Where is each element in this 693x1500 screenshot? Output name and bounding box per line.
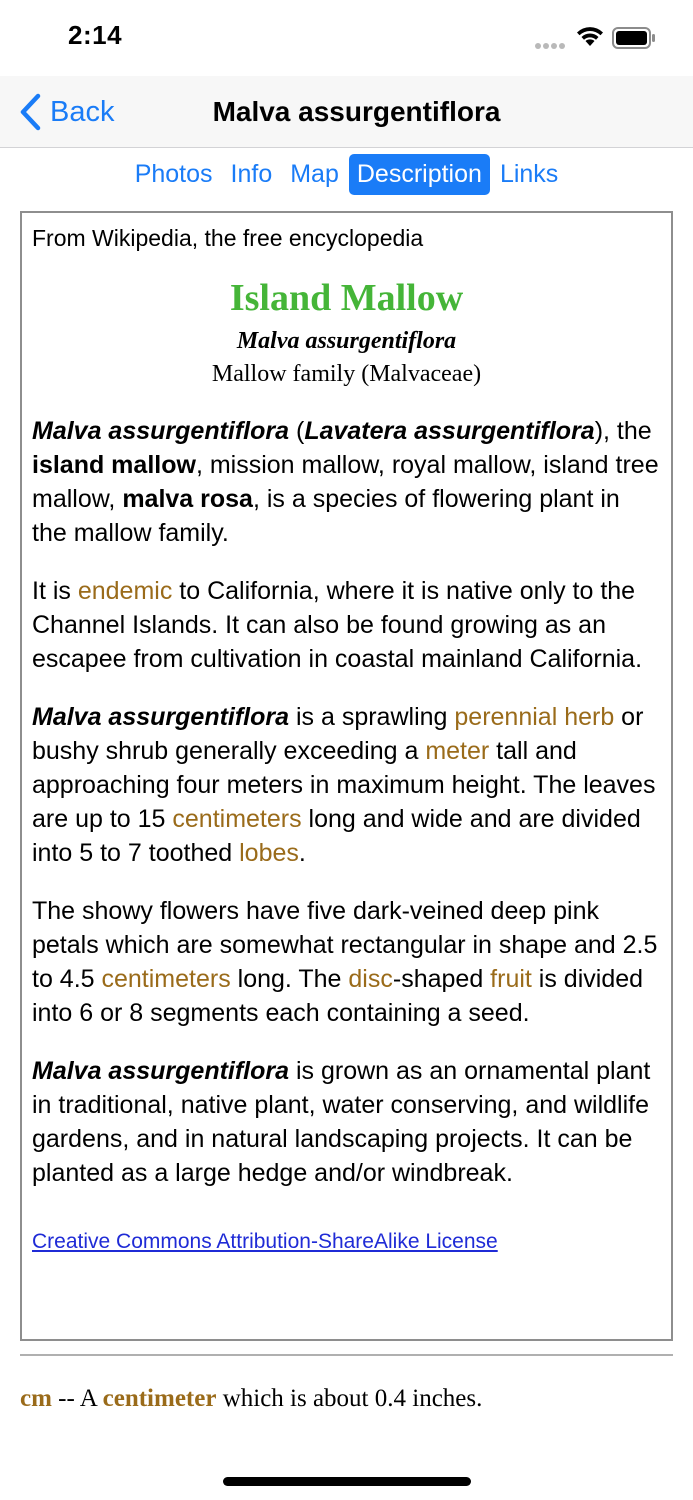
home-indicator[interactable]	[223, 1477, 471, 1486]
bold-term: malva rosa	[122, 484, 253, 513]
synonym-bold: Lavatera assurgentiflora	[304, 416, 595, 445]
link-disc[interactable]: disc	[348, 964, 393, 993]
status-bar	[0, 0, 693, 76]
paragraph-flowers	[32, 894, 661, 1030]
text: The showy flowers have five dark-veined deep pink petals which are somewhat rectangular in shape and 2.5 to 4.5	[32, 896, 658, 993]
text: or bushy shrub generally exceeding a	[32, 702, 644, 765]
glossary-separator: -- A	[51, 1385, 103, 1412]
link-fruit[interactable]: fruit	[490, 964, 532, 993]
description-content[interactable]	[20, 211, 673, 1341]
link-endemic[interactable]: endemic	[77, 576, 173, 605]
tab-links[interactable]: Links	[499, 159, 559, 188]
bold-term: island mallow	[32, 450, 196, 479]
scientific-name-bold: Malva assurgentiflora	[32, 416, 290, 445]
text: It is	[32, 576, 78, 605]
text: ), the	[594, 416, 652, 445]
glossary-entry	[20, 1385, 673, 1413]
link-lobes[interactable]: lobes	[239, 838, 299, 867]
text: long. The	[230, 964, 349, 993]
text: to California, where it is native only to the Channel Islands. It can also be found growing as an escapee from cultivation in coastal mainland California.	[32, 576, 643, 673]
text: is divided into 6 or 8 segments each containing a seed.	[32, 964, 644, 1027]
tab-map[interactable]: Map	[290, 159, 339, 188]
cellular-signal-icon	[535, 36, 567, 44]
scientific-name-bold: Malva assurgentiflora	[32, 1056, 290, 1085]
family-name: Mallow family (Malvaceae)	[211, 360, 482, 387]
wifi-icon	[575, 24, 605, 48]
paragraph-cultivation	[32, 1054, 661, 1190]
link-perennial-herb[interactable]: perennial herb	[454, 702, 615, 731]
glossary-term: centimeter	[102, 1385, 217, 1412]
battery-icon	[612, 27, 656, 49]
glossary-abbreviation: cm	[20, 1385, 52, 1412]
scientific-name: Malva assurgentiflora	[236, 327, 457, 354]
text: long and wide and are divided into 5 to 7 toothed	[32, 804, 641, 867]
back-label: Back	[50, 95, 115, 128]
scientific-name-bold: Malva assurgentiflora	[32, 702, 290, 731]
divider	[20, 1354, 673, 1356]
license-link[interactable]: Creative Commons Attribution-ShareAlike License	[32, 1229, 498, 1253]
link-centimeters[interactable]: centimeters	[172, 804, 302, 833]
text: (	[289, 416, 305, 445]
source-line: From Wikipedia, the free encyclopedia	[32, 225, 424, 251]
tab-info[interactable]: Info	[230, 159, 273, 188]
link-meter[interactable]: meter	[425, 736, 490, 765]
paragraph-intro	[32, 414, 661, 550]
text: , mission mallow, royal mallow, island tree mallow,	[32, 450, 659, 513]
tab-photos[interactable]: Photos	[134, 159, 213, 188]
status-time: 2:14	[68, 20, 123, 50]
text: -shaped	[392, 964, 491, 993]
tab-description[interactable]: Description	[349, 154, 490, 195]
link-centimeters[interactable]: centimeters	[101, 964, 231, 993]
text: , is a species of flowering plant in the mallow family.	[32, 484, 620, 547]
glossary-definition: which is about 0.4 inches.	[216, 1385, 483, 1412]
text: .	[298, 838, 306, 867]
paragraph-form	[32, 700, 661, 870]
text: is grown as an ornamental plant in traditional, native plant, water conserving, and wildlife gardens, and in natural landscaping projects. It can be planted as a large hedge and/or windbreak.	[32, 1056, 651, 1187]
page-title: Malva assurgentiflora	[212, 96, 501, 127]
text: tall and approaching four meters in maximum height. The leaves are up to 15	[32, 736, 656, 833]
text: is a sprawling	[289, 702, 455, 731]
species-header	[32, 278, 661, 388]
common-name: Island Mallow	[229, 277, 464, 319]
navigation-bar	[0, 76, 693, 148]
segmented-tabs	[0, 150, 693, 198]
paragraph-range	[32, 574, 661, 676]
